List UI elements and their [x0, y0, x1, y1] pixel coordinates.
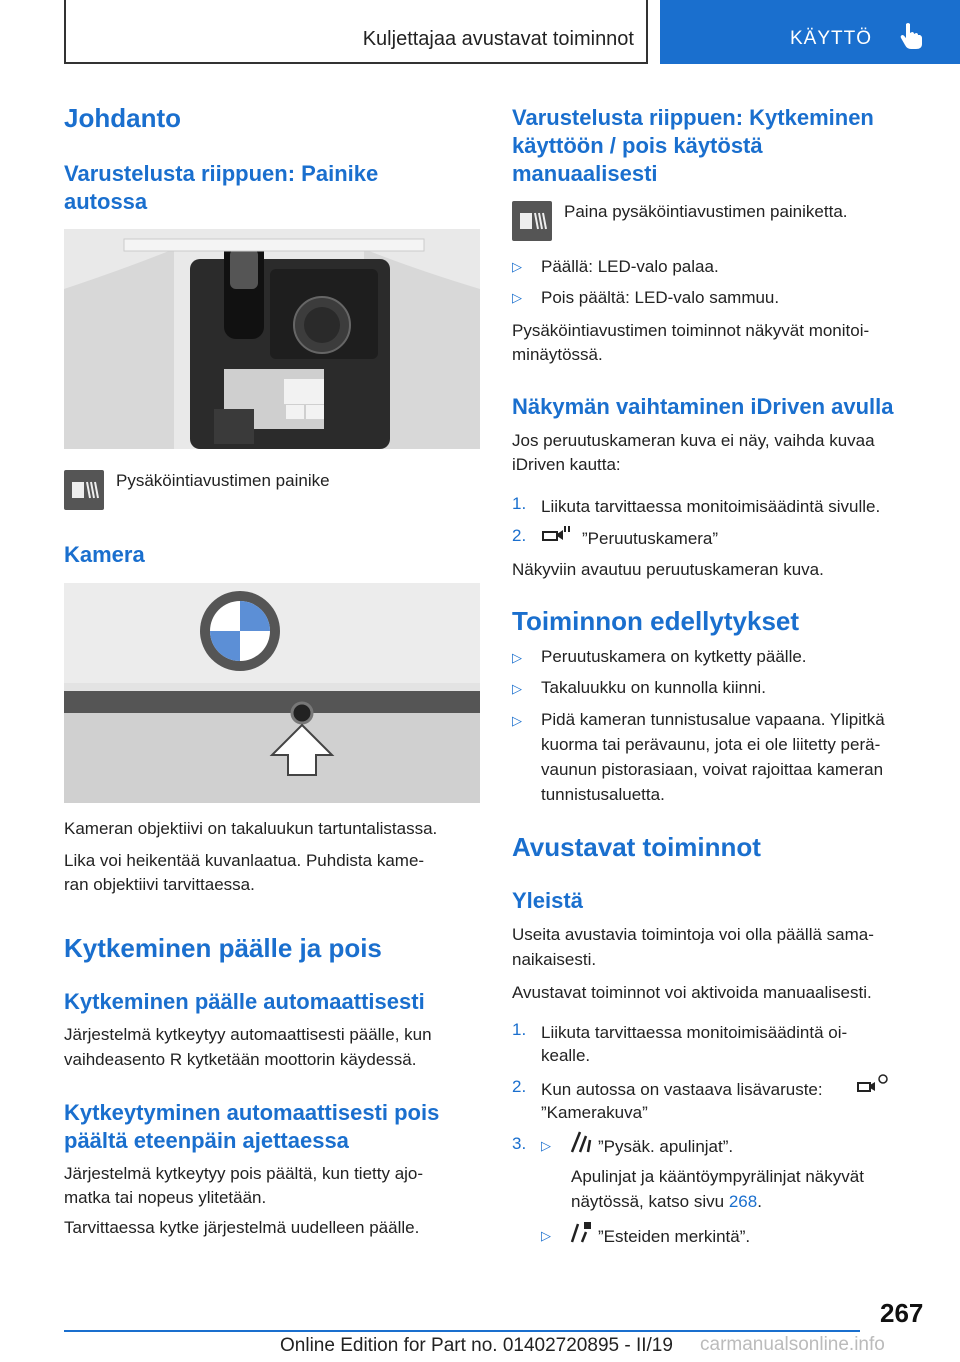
step-number: 2. [512, 526, 527, 545]
assist-step-3-desc-b: näytössä, katso sivu 268. [571, 1192, 762, 1211]
paragraph-idrive-b: iDriven kautta: [512, 455, 621, 474]
chapter-tab[interactable] [660, 0, 960, 64]
bullet-triangle-icon: ▷ [512, 290, 522, 305]
heading-yleista: Yleistä [512, 888, 583, 913]
heading-painike-line1: Varustelusta riippuen: Painike [64, 161, 379, 186]
parking-assist-button-icon [512, 201, 552, 241]
footer-divider [64, 1330, 860, 1332]
heading-edellytykset: Toiminnon edellytykset [512, 606, 800, 636]
paragraph-yleista-b: naikaisesti. [512, 950, 597, 969]
bullet-triangle-icon: ▷ [512, 713, 522, 728]
heading-auto: Kytkeminen päälle automaattisesti [64, 989, 425, 1014]
list-item-on: Päällä: LED-valo palaa. [541, 257, 719, 276]
assist-step-1a: Liikuta tarvittaessa monitoimisäädintä oi‐ [541, 1023, 848, 1042]
requirement-3a: Pidä kameran tunnistusalue vapaana. Ylipitkä [541, 710, 885, 729]
list-item-off: Pois päältä: LED-valo sammuu. [541, 288, 780, 307]
heading-kytkeminen: Kytkeminen päälle ja pois [64, 933, 382, 963]
heading-painike-line2: autossa [64, 189, 148, 214]
page-link-268[interactable]: 268 [728, 1192, 758, 1211]
paragraph-yleista-a: Useita avustavia toimintoja voi olla päällä sama‐ [512, 925, 874, 944]
footer-edition: Online Edition for Part no. 01402720895 - II/19 [280, 1335, 673, 1356]
paragraph-pois-c: Tarvittaessa kytke järjestelmä uudelleen päälle. [64, 1218, 420, 1237]
paragraph-monitor-a: Pysäköintiavustimen toiminnot näkyvät monitoi‐ [512, 321, 870, 340]
bullet-triangle-icon: ▷ [541, 1138, 551, 1153]
requirement-1: Peruutuskamera on kytketty päälle. [541, 647, 807, 666]
step-2: ”Peruutuskamera” [582, 529, 719, 548]
parking-assist-button-icon [64, 470, 104, 510]
heading-johdanto: Johdanto [64, 103, 181, 133]
assist-step-2b: ”Kamerakuva” [541, 1103, 648, 1122]
paragraph-monitor-b: minäytössä. [512, 345, 603, 364]
requirement-3d: tunnistusaluetta. [541, 785, 665, 804]
heading-pois-line1: Kytkeytyminen automaattisesti pois [64, 1100, 440, 1125]
assist-step-4: ”Esteiden merkintä”. [598, 1227, 751, 1246]
center-console-photo [64, 229, 480, 449]
bullet-triangle-icon: ▷ [541, 1228, 551, 1243]
camera-image-icon [856, 1073, 890, 1102]
obstacle-marking-icon [568, 1220, 594, 1249]
paragraph-kamera-2b: ran objektiivi tarvittaessa. [64, 875, 255, 894]
heading-manual-line1: Varustelusta riippuen: Kytkeminen [512, 105, 874, 130]
paragraph-idrive-a: Jos peruutuskameran kuva ei näy, vaihda kuvaa [512, 431, 875, 450]
paragraph-yleista-c: Avustavat toiminnot voi aktivoida manuaalisesti. [512, 983, 872, 1002]
camera-view-icon [541, 524, 575, 551]
requirement-2: Takaluukku on kunnolla kiinni. [541, 678, 766, 697]
paragraph-auto-a: Järjestelmä kytkeytyy automaattisesti päälle, kun [64, 1025, 432, 1044]
heading-pois-line2: päältä eteenpäin ajettaessa [64, 1128, 349, 1153]
assist-step-2a: Kun autossa on vastaava lisävaruste: [541, 1080, 823, 1099]
bullet-triangle-icon: ▷ [512, 681, 522, 696]
heading-idrive: Näkymän vaihtaminen iDriven avulla [512, 394, 894, 419]
paragraph-auto-b: vaihdeasento R kytketään moottorin käydessä. [64, 1050, 417, 1069]
paragraph-kamera-1: Kameran objektiivi on takaluukun tartuntalistassa. [64, 819, 438, 838]
heading-avustavat: Avustavat toiminnot [512, 832, 761, 862]
requirement-3c: vaunun pistorasiaan, voivat rajoittaa kameran [541, 760, 884, 779]
paragraph-view: Näkyviin avautuu peruutuskameran kuva. [512, 560, 824, 579]
assist-step-3-desc-a: Apulinjat ja kääntöympyrälinjat näkyvät [571, 1167, 864, 1186]
rear-camera-photo [64, 583, 480, 803]
step-number: 2. [512, 1077, 527, 1096]
chapter-tab-label: KÄYTTÖ [790, 28, 873, 49]
paragraph-pois-a: Järjestelmä kytkeytyy pois päältä, kun tietty ajo‐ [64, 1164, 424, 1183]
section-title: Kuljettajaa avustavat toiminnot [362, 28, 634, 50]
step-1: Liikuta tarvittaessa monitoimisäädintä sivulle. [541, 497, 881, 516]
hand-pointer-icon [898, 22, 924, 55]
paragraph-kamera-2a: Lika voi heikentää kuvanlaatua. Puhdista kame‐ [64, 851, 425, 870]
bullet-triangle-icon: ▷ [512, 650, 522, 665]
paragraph-manual: Paina pysäköintiavustimen painiketta. [564, 202, 848, 221]
parking-lines-icon [568, 1130, 594, 1159]
assist-step-3: ”Pysäk. apulinjat”. [598, 1137, 734, 1156]
step-number: 3. [512, 1134, 527, 1153]
requirement-3b: kuorma tai perävaunu, jota ei ole liitetty perä‐ [541, 735, 881, 754]
page-number: 267 [880, 1298, 924, 1328]
bullet-triangle-icon: ▷ [512, 259, 522, 274]
assist-step-1b: kealle. [541, 1046, 591, 1065]
heading-manual-line3: manuaalisesti [512, 161, 658, 186]
step-number: 1. [512, 494, 527, 513]
heading-kamera: Kamera [64, 542, 145, 567]
paragraph-pois-b: matka tai nopeus ylitetään. [64, 1188, 267, 1207]
caption-painike: Pysäköintiavustimen painike [116, 471, 330, 490]
step-number: 1. [512, 1020, 527, 1039]
heading-manual-line2: käyttöön / pois käytöstä [512, 133, 763, 158]
watermark: carmanualsonline.info [700, 1334, 885, 1355]
